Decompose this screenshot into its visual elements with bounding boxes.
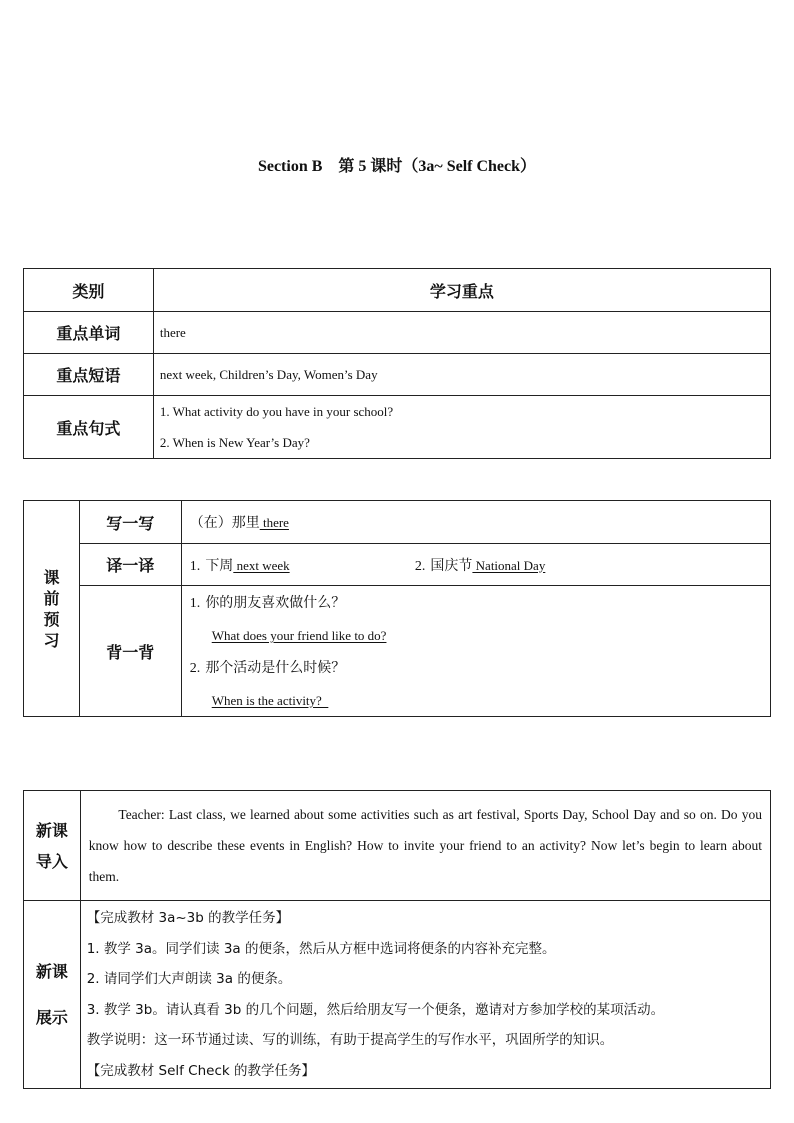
translate-label: 译一译 <box>79 544 181 586</box>
translate-prompt-1: 下周 <box>205 557 234 574</box>
translate-answer-2: National Day <box>472 557 546 573</box>
sentence-1: 1. What activity do you have in your school? <box>159 404 394 419</box>
table-row <box>24 501 771 544</box>
table-row <box>24 901 771 1089</box>
row-content-phrases: next week, Children’s Day, Women’s Day <box>153 354 770 396</box>
table-row <box>24 586 771 717</box>
table-row <box>24 791 771 901</box>
show-line-1: 【完成教材 3a~3b 的教学任务】 <box>86 910 290 926</box>
write-label: 写一写 <box>79 501 181 544</box>
focus-table <box>23 268 771 459</box>
show-line-2: 1. 教学 3a。同学们读 3a 的便条，然后从方框中选词将便条的内容补充完整。 <box>86 940 556 957</box>
recite-content: 1. 你的朋友喜欢做什么？ What does your friend like to do? 2. 那个活动是什么时候？ When is the activity? <box>181 586 770 717</box>
sentence-2: 2. When is New Year’s Day? <box>159 435 310 450</box>
table-row <box>24 396 771 459</box>
show-line-3: 2. 请同学们大声朗读 3a 的便条。 <box>86 971 292 987</box>
write-answer: there <box>259 515 289 530</box>
lesson-table <box>23 790 771 1089</box>
show-content <box>80 901 770 1089</box>
row-label-phrases: 重点短语 <box>24 354 154 396</box>
table-header-row <box>24 269 771 312</box>
header-focus: 学习重点 <box>153 269 770 312</box>
side-label-preview: 课 前 预 习 <box>24 501 80 717</box>
intro-text: Teacher: Last class, we learned about some activities such as art festival, Sports Day, School Day and so on. Do you know how to describe these events in English? How to invite your friend to an activity? Now let’s begin to learn about them. <box>88 807 762 884</box>
translate-content: 1. 下周 next week 2. 国庆节 National Day <box>181 544 770 586</box>
table-row <box>24 312 771 354</box>
translate-prompt-2: 国庆节 <box>430 557 473 574</box>
show-line-4: 3. 教学 3b。请认真看 3b 的几个问题，然后给朋友写一个便条，邀请对方参加学校的某项活动。 <box>86 1001 665 1018</box>
recite-answer-2: When is the activity? <box>211 693 329 708</box>
intro-content <box>80 791 770 901</box>
recite-answer-1: What does your friend like to do? <box>211 628 387 643</box>
recite-question-1: 你的朋友喜欢做什么？ <box>205 595 346 611</box>
recite-label: 背一背 <box>79 586 181 717</box>
row-content-words: there <box>153 312 770 354</box>
intro-label: 新课 导入 <box>24 791 81 901</box>
table-row <box>24 354 771 396</box>
write-content <box>181 501 770 544</box>
row-content-sentences <box>153 396 770 459</box>
table-row <box>24 544 771 586</box>
show-line-6: 【完成教材 Self Check 的教学任务】 <box>86 1062 315 1079</box>
row-label-sentences: 重点句式 <box>24 396 154 459</box>
show-label: 新课 展示 <box>24 901 81 1089</box>
translate-answer-1: next week <box>233 557 290 573</box>
row-label-words: 重点单词 <box>24 312 154 354</box>
write-prompt: （在）那里 <box>189 515 260 531</box>
header-category: 类别 <box>24 269 154 312</box>
show-line-5: 教学说明：这一环节通过读、写的训练，有助于提高学生的写作水平，巩固所学的知识。 <box>86 1032 614 1048</box>
page-title: Section B 第 5 课时（3a~ Self Check） <box>257 158 537 175</box>
preview-table <box>23 500 771 717</box>
recite-question-2: 那个活动是什么时候？ <box>205 660 346 676</box>
